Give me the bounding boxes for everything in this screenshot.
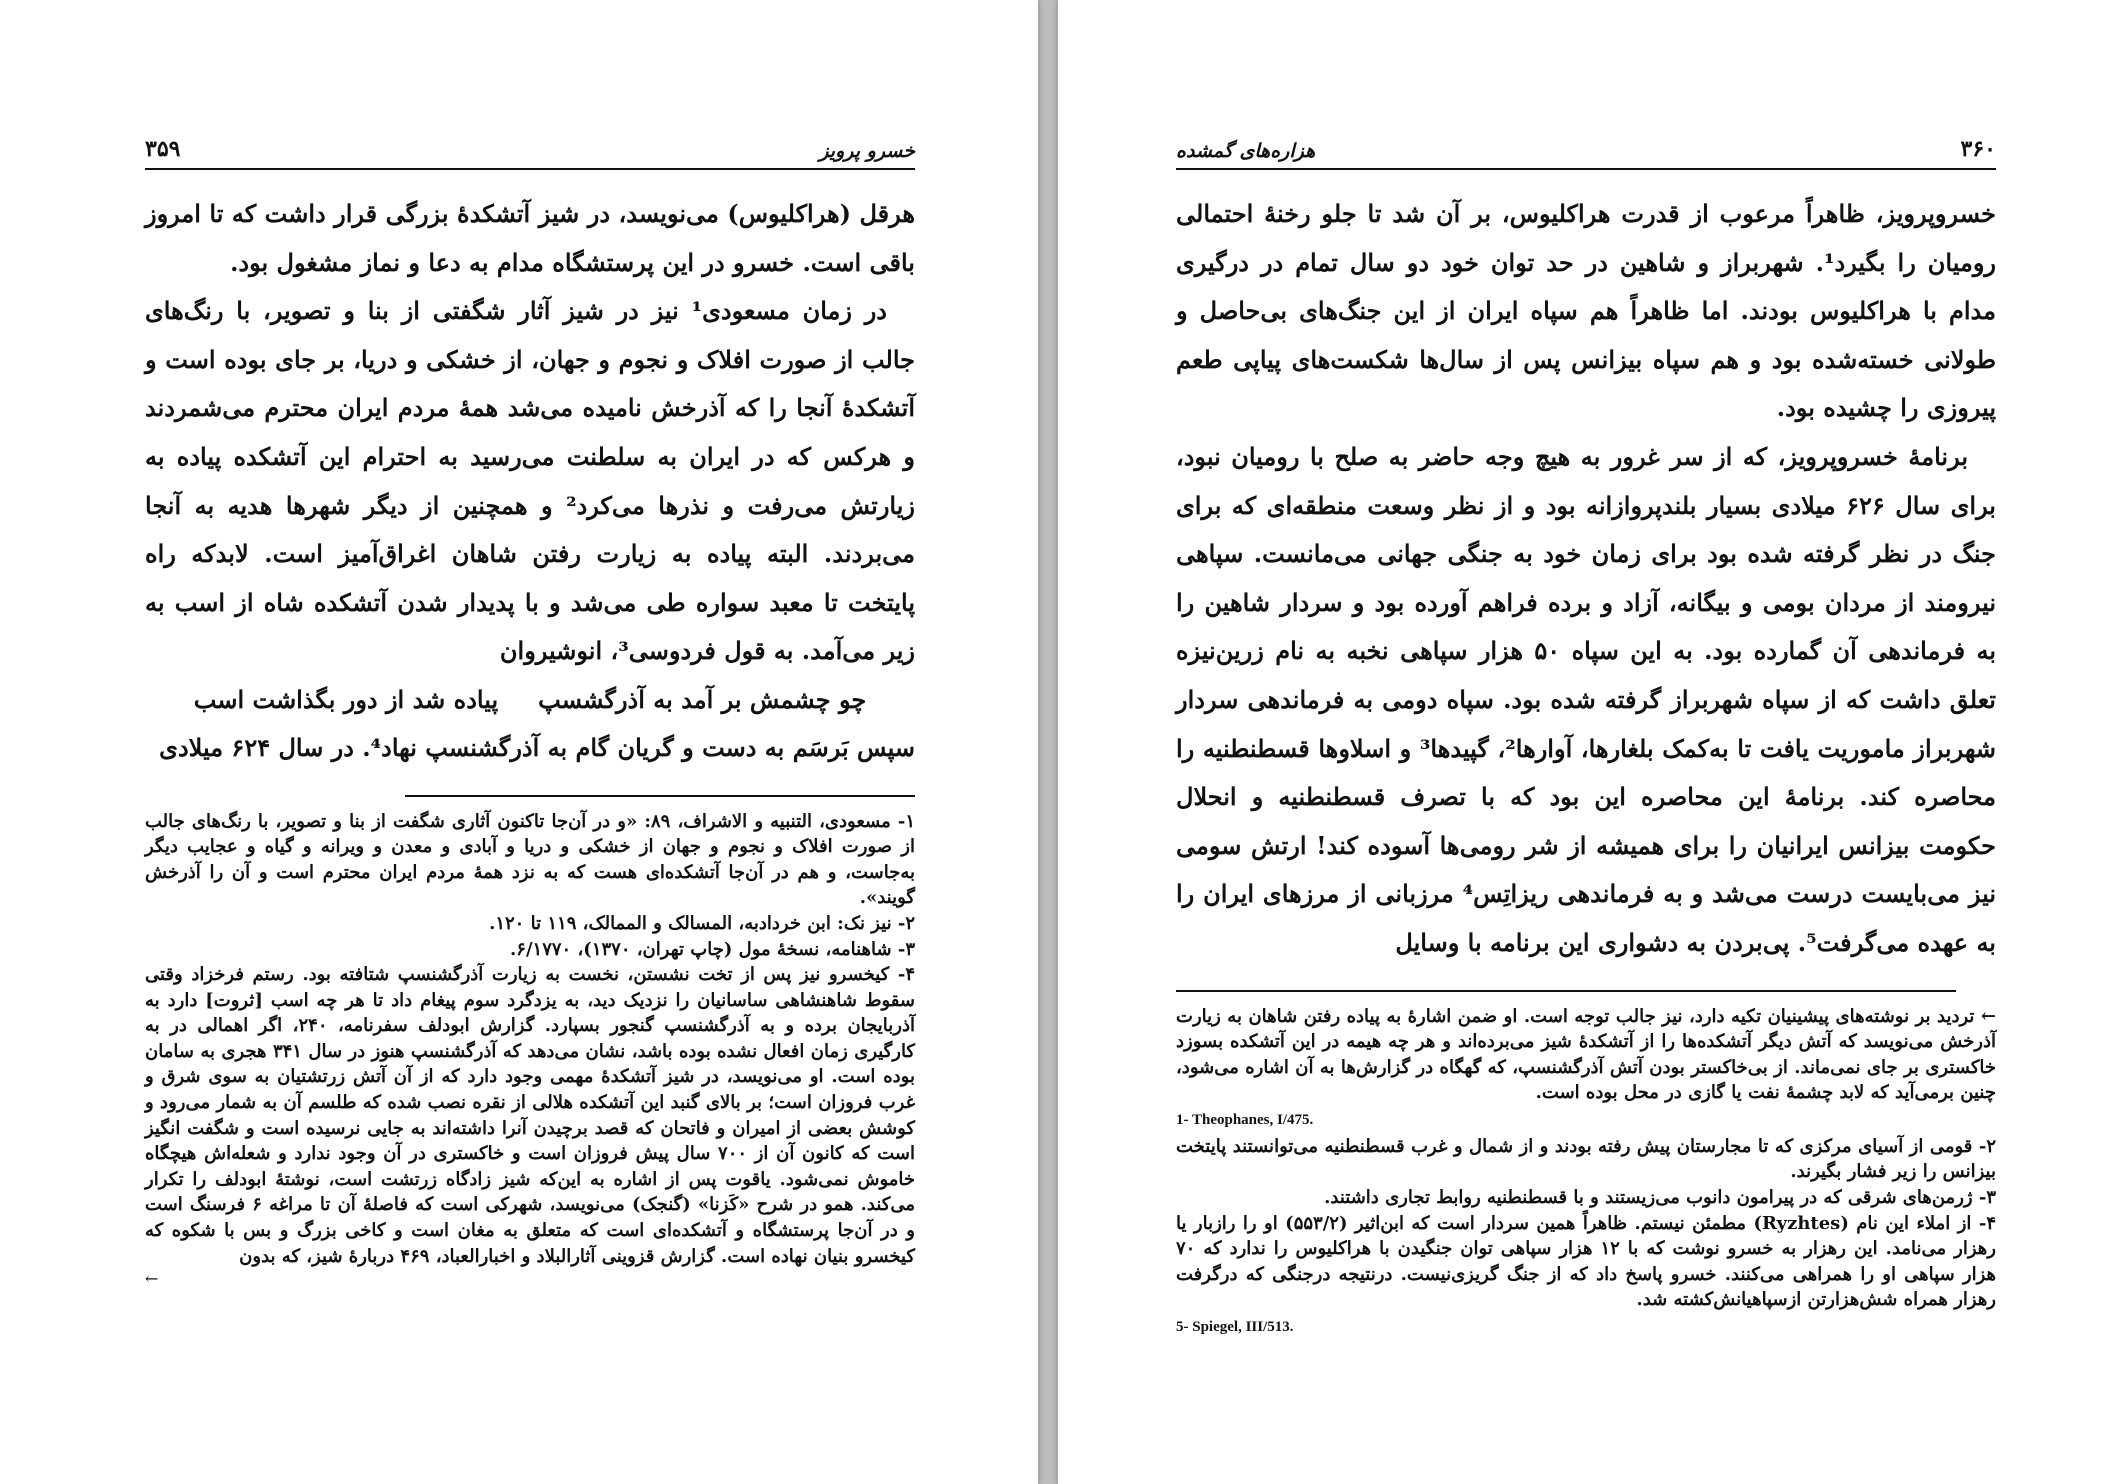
footnote-separator xyxy=(405,795,915,797)
paragraph: در زمان مسعودی¹ نیز در شیز آثار شگفتی از بنا و تصویر، با رنگ‌های جالب از صورت افلاک و نجوم و جهان، از خشکی و دریا، بر جای بوده است و آتشکدهٔ آنجا را که آذرخش نامیده می‌شد همهٔ مردم ایران محترم می‌شمردند و هرکس که در ایران به سلطنت می‌رسید به احترام این آتشکده پیاده به زیارتش می‌رفت و نذرها می‌کرد² و همچنین از دیگر شهرها هدیه به آنجا می‌بردند. البته پیاده به زیارت رفتن شاهان اغراق‌آمیز است. لابدکه راه پایتخت تا معبد سواره طی می‌شد و با پدیدار شدن آتشکده شاه از اسب به زیر می‌آمد. به قول فردوسی³، انوشیروان xyxy=(145,296,915,666)
footnote-latin: 5- Spiegel, III/513. xyxy=(1176,1319,1294,1336)
paragraph: هرقل (هراکلیوس) می‌نویسد، در شیز آتشکدهٔ بزرگی قرار داشت که تا امروز باقی است. خسرو در این پرستشگاه مدام به دعا و نماز مشغول بود. xyxy=(145,199,915,277)
footnotes-left xyxy=(145,809,915,1290)
footnote: ۳- ژرمن‌های شرقی که در پیرامون دانوب می‌زیستند و با قسطنطنیه روابط تجاری داشتند. xyxy=(1324,1187,1996,1209)
footnote-separator xyxy=(1176,990,1956,992)
footnote-latin: 1- Theophanes, I/475. xyxy=(1176,1111,1314,1128)
running-title: خسرو پرویز xyxy=(819,140,915,162)
footnote: ۲- قومی از آسیای مرکزی که تا مجارستان پیش رفته بودند و از شمال و غرب قسطنطنیه می‌توانستند پایتخت بیزانس را زیر فشار بگیرند. xyxy=(1176,1135,1996,1183)
footnote: ۱- مسعودی، التنبیه و الاشراف، ۸۹: «و در آن‌جا تاکنون آثاری شگفت از بنا و تصویر، با رنگ‌های جالب از صورت افلاک و نجوم و جهان از خشکی و دریا و آبادی و معدن و ویرانه و گیاه و عجایب دیگر به‌جاست، و هم در آن‌جا آتشکده‌ای هست که به نزد همهٔ مردم ایران محترم است و آن را آذرخش گویند». xyxy=(145,810,915,909)
page-right-content xyxy=(1176,134,1996,1341)
page-number: ۳۵۹ xyxy=(145,136,181,162)
page-left-content xyxy=(145,134,915,1289)
running-header-left xyxy=(145,134,915,170)
page-left xyxy=(0,0,1038,1484)
footnote: ۳- شاهنامه، نسخهٔ مول (چاپ تهران، ۱۳۷۰)، ۶/۱۷۷۰. xyxy=(510,938,915,960)
page-number: ۳۶۰ xyxy=(1960,136,1996,162)
verse-hemistich-2: پیاده شد از دور بگذاشت اسب xyxy=(193,684,499,714)
footnote: ۴- از املاء این نام (Ryzhtes) مطمئن نیستم. ظاهراً همین سردار است که ابن‌اثیر (۵۵۳/۲) او را رازبار یا رهزار می‌نامد. این رهزار به خسرو نوشت که با ۱۲ هزار سپاهی توان جنگیدن با هراکلیوس را ندارد که ۷۰ هزار سپاهی او را همراهی می‌کنند. خسرو پاسخ داد که از جنگ گریزی‌نیست. درنتیجه درجنگی که درگرفت رهزار همراه شش‌هزارتن ازسپاهیانش‌کشته شد. xyxy=(1176,1212,1996,1311)
footnote: ۴- کیخسرو نیز پس از تخت نشستن، نخست به زیارت آذرگشنسپ شتافته بود. رستم فرخزاد وقتی سقوط شاهنشاهی ساسانیان را نزدیک دید، به یزدگرد سوم پیغام داد تا هر چه اسب [ثروت] دارد به آذربایجان برده و به آذرگشنسپ گنجور بسپارد. گزارش ابودلف سفرنامه، ۲۴۰، اگر اهمالی در به کارگیری زمان افعال نشده بوده باشد، نشان می‌دهد که آذرگشنسپ هنوز در سال ۳۴۱ هجری به سامان بوده است. او می‌نویسد، در شیز آتشکدهٔ مهمی وجود دارد که از آن آتش زرتشتیان به سوی شرق و غرب فروزان است؛ بر بالای گنبد این آتشکده هلالی از نقره نصب شده که طلسم آن به شمار می‌رود و کوشش بعضی از امیران و فاتحان که قصد برچیدن آنرا داشته‌اند به جایی نرسیده است و شگفت انگیز است که کانون آن از ۷۰۰ سال پیش فروزان است و خاکستری در آن وجود ندارد و شعله‌اش هیچگاه خاموش نمی‌شود. یاقوت پس از اشاره به این‌که شیز زادگاه زرتشت است، نوشتهٔ ابودلف را تکرار می‌کند. همو در شرح «کَزنا» (گنجک) می‌نویسد، شهرکی است که فاصلهٔ آن تا مراغه ۶ فرسنگ است و در آن‌جا پرستشگاه و آتشکده‌ای است که متعلق به مغان است و کاخی بزرگ و بس با شکوه که کیخسرو بنیان نهاده است. گزارش قزوینی آثارالبلاد و اخبارالعباد، ۴۶۹ دربارهٔ شیز، که بدون xyxy=(145,964,915,1267)
verse-hemistich-1: چو چشمش بر آمد به آذرگشسپ xyxy=(538,684,867,714)
poem-verse xyxy=(145,676,915,724)
footnote: ۲- نیز نک: ابن خردادبه، المسالک و الممالک، ۱۱۹ تا ۱۲۰. xyxy=(489,912,915,934)
body-text-left xyxy=(145,190,915,773)
body-text-right xyxy=(1176,190,1996,968)
footnote-continued: ← تردید بر نوشته‌های پیشینیان تکیه دارد، نیز جالب توجه است. او ضمن اشارهٔ به پیاده رفتن شاهان به زیارت آذرخش می‌نویسد که آتش دیگر آتشکده‌ها را از آتشکدهٔ شیز می‌برده‌اند و هر چه هیمه در این آتشکده بسوزد خاکستری بر جای نمی‌ماند. از بی‌خاکستر بودن آتش آذرگشنسپ، که گهگاه در گزارش‌ها به آن اشاره می‌شود، چنین برمی‌آید که لابد چشمهٔ نفت یا گازی در محل بوده است. xyxy=(1176,1005,1996,1104)
running-header-right xyxy=(1176,134,1996,170)
paragraph: سپس بَرسَم به دست و گریان گام به آذرگشنسپ نهاد⁴. در سال ۶۲۴ میلادی xyxy=(159,732,915,762)
footnotes-right xyxy=(1176,1004,1996,1342)
paragraph: برنامهٔ خسروپرویز، که از سر غرور به هیچ وجه حاضر به صلح با رومیان نبود، برای سال ۶۲۶ میلادی بسیار بلندپروازانه بود و از نظر وسعت منطقه‌ای که برای جنگ در نظر گرفته شده بود برای زمان خود به جنگی جهانی می‌مانست. سپاهی نیرومند از مردان بومی و بیگانه، آزاد و برده فراهم آورده بود و سردار شاهین را به فرماندهی آن گمارده بود. به این سپاه ۵۰ هزار سپاهی نخبه به نام زرین‌نیزه تعلق داشت که از سپاه شهربراز گرفته شده بود. سپاه دومی به فرماندهی سردار شهربراز ماموریت یافت تا به‌کمک بلغارها، آوارها²، گپیدها³ و اسلاوها قسطنطنیه را محاصره کند. برنامهٔ این محاصره این بود که با تصرف قسطنطنیه و انحلال حکومت بیزانس ایرانیان را برای همیشه از شر رومی‌ها آسوده کند! ارتش سومی نیز می‌بایست درست می‌شد و به فرماندهی ریزاتِس⁴ مرزبانی از مرزهای ایران را به عهده می‌گرفت⁵. پی‌بردن به دشواری این برنامه با وسایل xyxy=(1176,441,1997,957)
paragraph: خسروپرویز، ظاهراً مرعوب از قدرت هراکلیوس، بر آن شد تا جلو رخنهٔ احتمالی رومیان را بگیرد¹. شهربراز و شاهین در حد توان خود دو سال تمام در درگیری مدام با هراکلیوس بودند. اما ظاهراً هم سپاه ایران از این جنگ‌های بی‌حاصل و طولانی خسته‌شده بود و هم سپاه بیزانس پس از سال‌ها شکست‌های پیاپی طعم پیروزی را چشیده بود. xyxy=(1176,199,1996,423)
page-right xyxy=(1058,0,2110,1484)
continuation-arrow-icon: ← xyxy=(145,1269,159,1289)
running-title: هزاره‌های گمشده xyxy=(1176,140,1316,162)
